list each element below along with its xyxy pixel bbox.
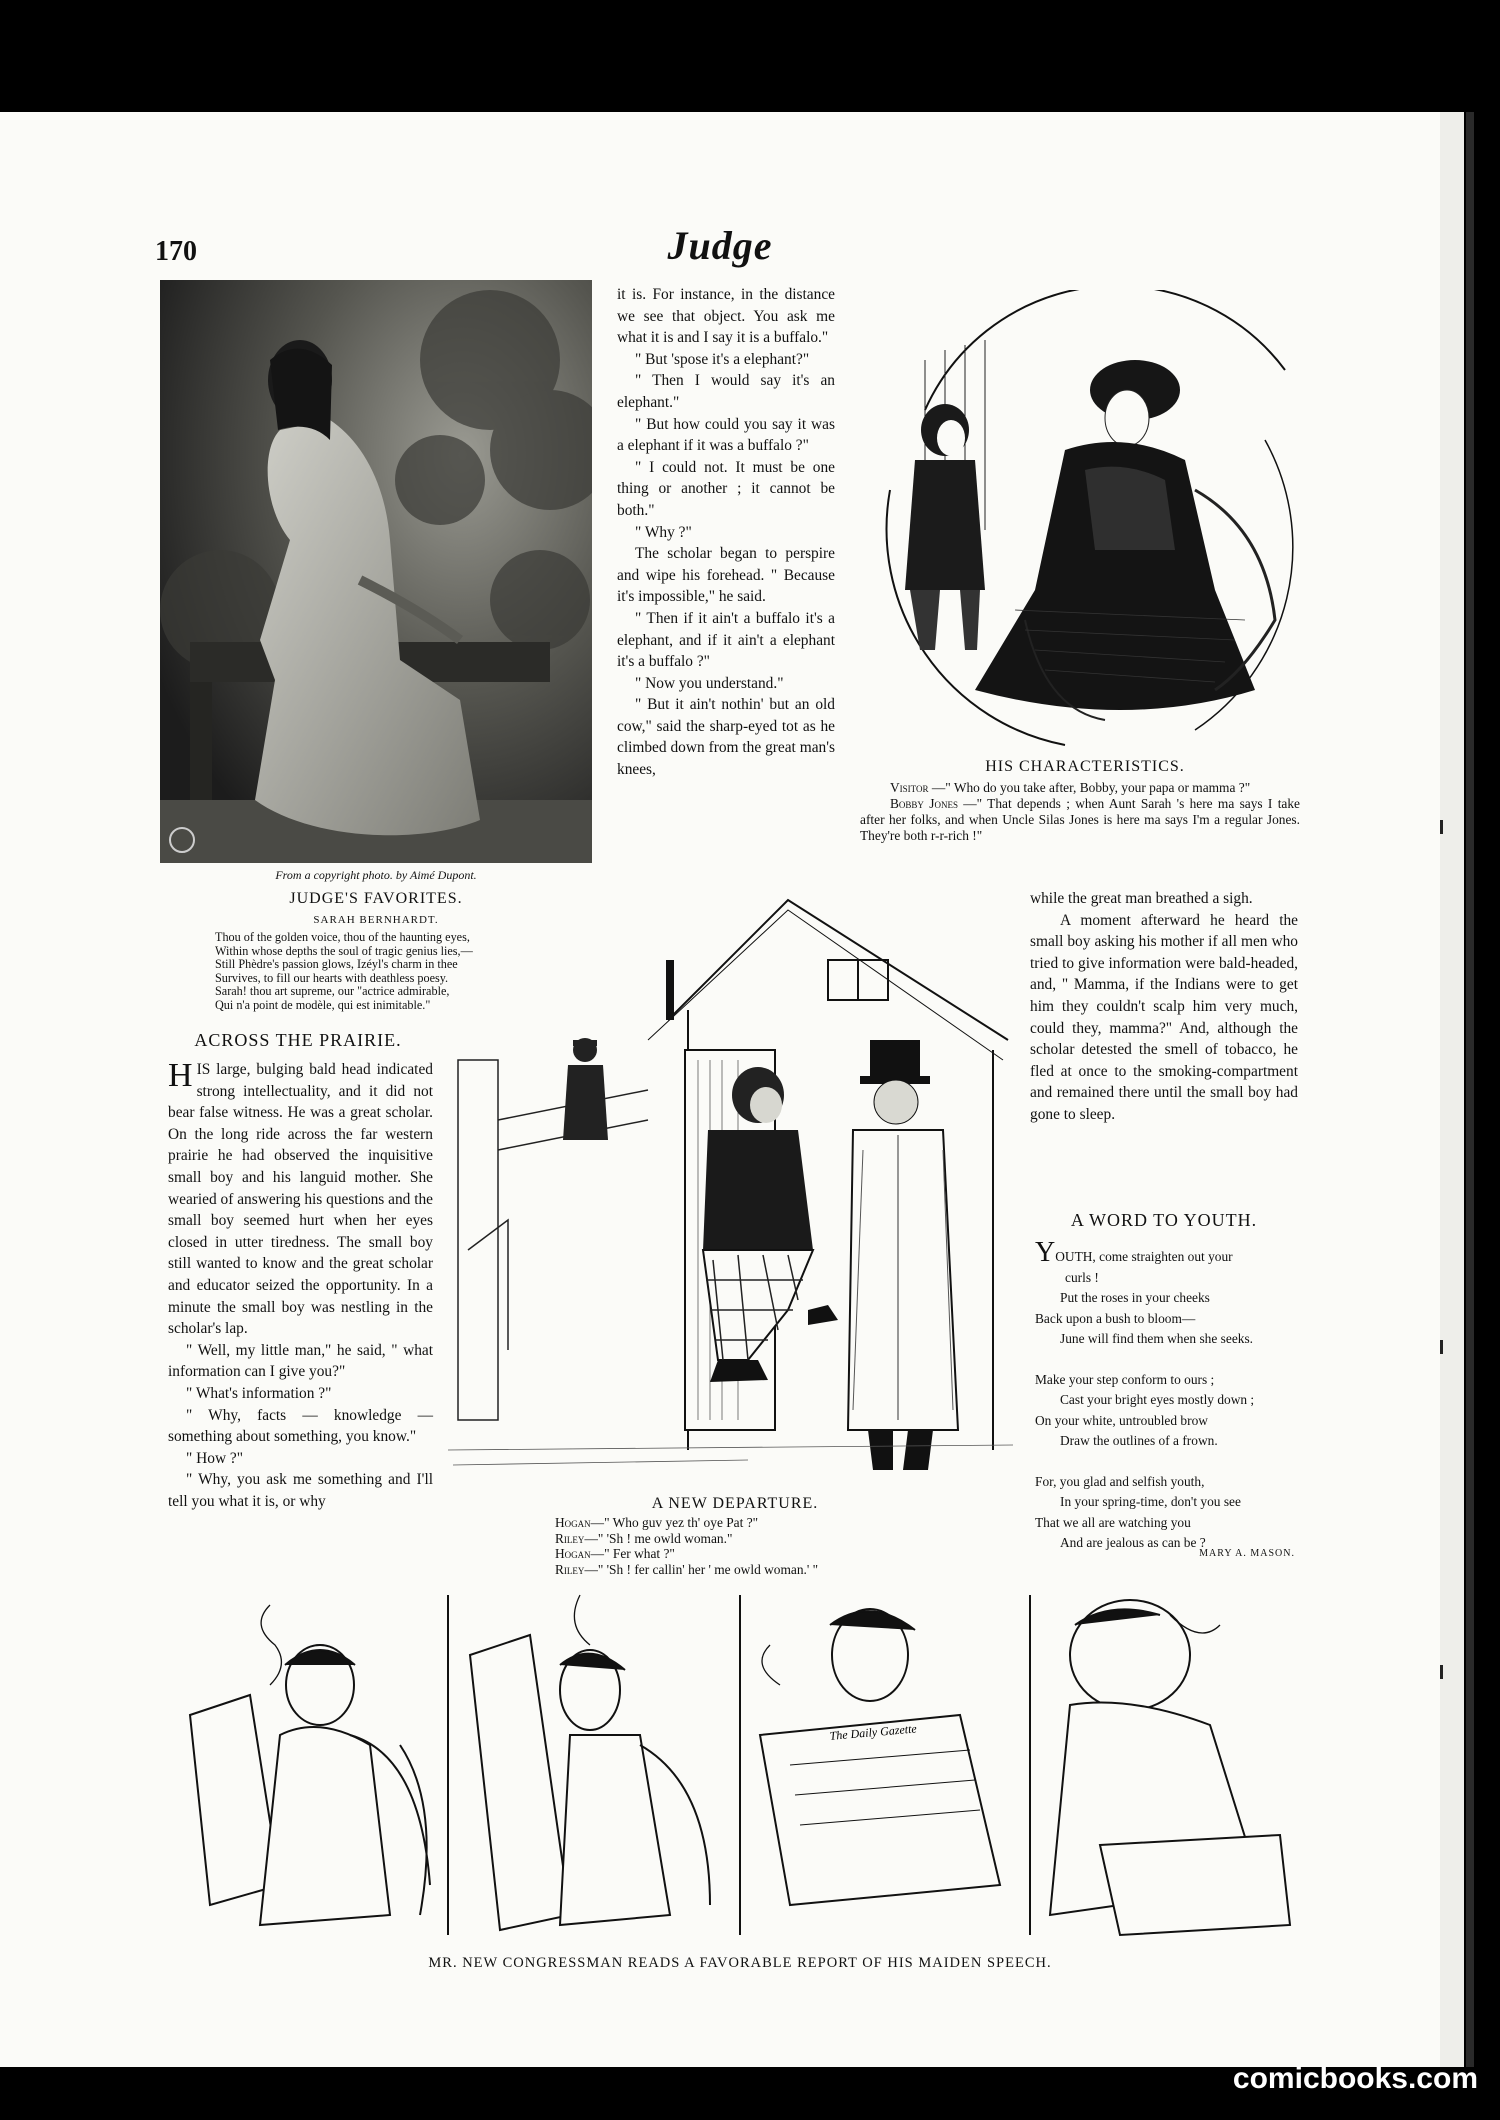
paragraph: " Why, facts — knowledge — something about something, you know." [168,1406,433,1446]
dialogue-line: —" 'Sh ! fer callin' her ' me owld woman.' " [584,1561,819,1577]
poem-line: Sarah! thou art supreme, our "actrice admirable, [215,984,450,998]
margin-mark [1440,1340,1443,1354]
newspaper-label: The Daily Gazette [829,1721,918,1743]
poem-line: For, you glad and selfish youth, [1035,1473,1205,1489]
poem-line: On your white, untroubled brow [1035,1412,1208,1428]
poem-line: Draw the outlines of a frown. [1060,1433,1218,1448]
paragraph: " What's information ?" [186,1384,332,1402]
dialogue-line: —" Who do you take after, Bobby, your papa or mamma ?" [931,780,1251,795]
favorites-subject: SARAH BERNHARDT. [313,914,439,926]
speaker: Riley [555,1530,585,1546]
departure-heading: A NEW DEPARTURE. [651,1495,819,1512]
poem-line: curls ! [1065,1269,1099,1285]
speaker: Hogan [555,1546,591,1561]
poem-line: Within whose depths the soul of tragic genius lies,— [215,943,473,958]
prairie-column-1 [168,1059,433,1512]
margin-mark [1440,820,1443,834]
characteristics-heading: HIS CHARACTERISTICS. [985,758,1185,775]
poem-line: Make your step conform to ours ; [1035,1371,1215,1387]
paragraph: it is. For instance, in the distance we see that object. You ask me what it is and I say it is a buffalo." [617,286,835,347]
youth-poem [1035,1237,1310,1554]
paragraph: " Then if it ain't a buffalo it's a elephant, and if it ain't a elephant it's a buffalo ?" [617,609,835,671]
paragraph: " I could not. It must be one thing or another ; it cannot be both." [617,458,835,519]
youth-heading: A WORD TO YOUTH. [1070,1210,1258,1230]
speaker: Visitor [890,780,929,795]
dialogue-line: —" That depends ; when Aunt Sarah 's here ma says I take after her folks, and when Uncle Silas Jones is here ma says I'm a regular Jones. They're both r-r-rich !" [860,796,1300,843]
paragraph: " But 'spose it's a elephant?" [635,350,810,368]
dialogue-line: —" Who guv yez th' oye Pat ?" [590,1515,759,1530]
masthead: Judge [667,223,773,268]
poem-line: Cast your bright eyes mostly down ; [1060,1392,1255,1407]
poem-line: OUTH, come straighten out your [1055,1249,1233,1264]
poem-line: June will find them when she seeks. [1060,1331,1254,1346]
paragraph: " Why, you ask me something and I'll tell you what it is, or why [168,1471,433,1510]
speaker: Bobby Jones [890,796,958,811]
bernhardt-photo [160,280,592,863]
prairie-title: ACROSS THE PRAIRIE. [194,1030,402,1050]
paragraph: IS large, bulging bald head indicated strong intellectuality, and it did not bear false witness. He was a great scholar. On the long ride across the far western prairie he had observed the inquisitive small boy and his languid mother. She wearied of answering his questions and the small boy seemed hurt when her eyes closed in utter tiredness. The small boy still wanted to know and the great scholar and educator seized the opportunity. In a minute the small boy was nestling in the scholar's lap. [168,1061,433,1338]
characteristics-dialogue [860,780,1300,844]
paragraph: " Then I would say it's an elephant." [617,372,835,411]
photo-credit: From a copyright photo. by Aimé Dupont. [275,868,477,882]
paragraph: " How ?" [186,1449,244,1467]
congressman-comic-strip [170,1585,1310,1965]
drop-cap: H [168,1057,193,1094]
scan-edge [1466,112,1474,2067]
paragraph: " Why ?" [635,523,692,541]
poem-line: And are jealous as can be ? [1060,1535,1206,1550]
youth-author: MARY A. MASON. [1199,1548,1295,1559]
poem-line: Survives, to fill our hearts with deathless poesy. [215,970,449,985]
poem-line: Thou of the golden voice, thou of the haunting eyes, [215,930,470,944]
margin-mark [1440,1665,1443,1679]
poem-line: Back upon a bush to bloom— [1035,1310,1196,1326]
page-number: 170 [155,236,197,267]
dialogue-line: —" Fer what ?" [590,1546,675,1561]
characteristics-illustration [865,290,1305,750]
paragraph: " Now you understand." [635,674,784,692]
poem-line: That we all are watching you [1035,1514,1191,1530]
poem-line: Still Phèdre's passion glows, Izéyl's charm in thee [215,957,458,971]
page-margin [1440,112,1464,2067]
paragraph: A moment afterward he heard the small boy asking his mother if all men who tried to give information were bald-headed, and, " Mamma, if the Indians were to get him they couldn't scalp him very much, could they, mamma?" And, although the scholar detested the smell of tobacco, he fled at once to the smoking-compartment and remained there until the small boy had gone to sleep. [1030,911,1298,1123]
prairie-column-2 [617,284,835,781]
paragraph: " Well, my little man," he said, " what information can I give you?" [168,1341,433,1381]
paragraph: while the great man breathed a sigh. [1030,890,1253,907]
departure-dialogue [555,1515,955,1577]
speaker: Riley [555,1561,585,1577]
new-departure-illustration [448,890,1013,1485]
poem-line: Put the roses in your cheeks [1060,1290,1210,1305]
drop-cap: Y [1035,1237,1056,1268]
paragraph: " But how could you say it was a elephant if it was a buffalo ?" [617,415,835,455]
favorites-heading: JUDGE'S FAVORITES. [289,890,463,907]
dialogue-line: —" 'Sh ! me owld woman." [584,1530,733,1546]
watermark: comicbooks.com [1232,2062,1478,2095]
paragraph: " But it ain't nothin' but an old cow," said the sharp-eyed tot as he climbed down from the great man's knees, [617,696,835,779]
poem-line: In your spring-time, don't you see [1060,1494,1241,1509]
prairie-column-3 [1030,888,1298,1126]
paragraph: The scholar began to perspire and wipe his forehead. " Because it's impossible," he said. [617,545,835,606]
speaker: Hogan [555,1515,591,1530]
strip-caption: MR. NEW CONGRESSMAN READS A FAVORABLE REPORT OF HIS MAIDEN SPEECH. [428,1955,1052,1971]
poem-line: Qui n'a point de modèle, qui est inimitable." [215,997,431,1012]
